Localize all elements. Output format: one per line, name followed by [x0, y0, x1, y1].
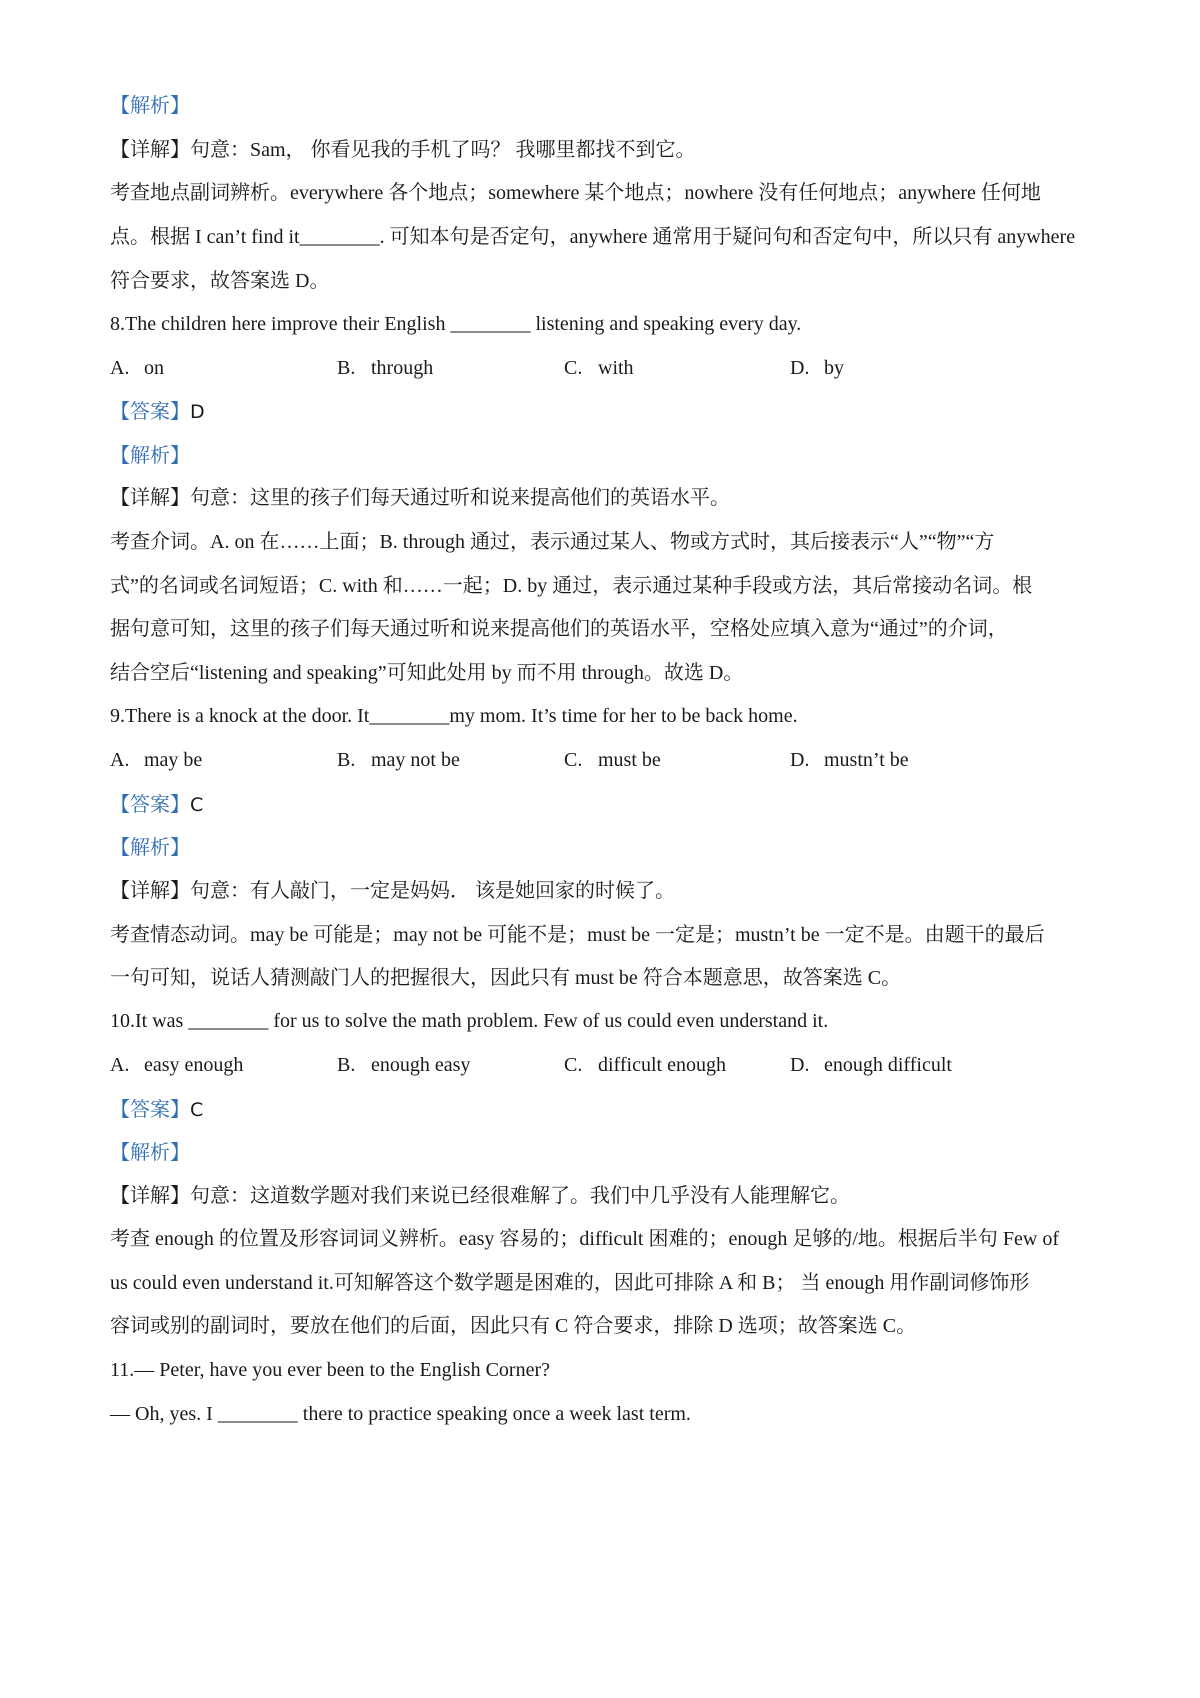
option-text: mustn’t be: [824, 749, 909, 771]
text-line: 式”的名词或名词短语；C. with 和……一起；D. by 通过，表示通过某种手段或方法，其后常接动名词。根: [110, 575, 1033, 597]
option-text: may not be: [371, 749, 460, 771]
text-line: 据句意可知，这里的孩子们每天通过听和说来提高他们的英语水平，空格处应填入意为“通过”的介词，: [110, 618, 1008, 640]
detail-text: 句意：这道数学题对我们来说已经很难解了。我们中几乎没有人能理解它。: [190, 1185, 850, 1207]
answer-tag: 【答案】: [110, 1097, 190, 1121]
option-text: by: [824, 357, 844, 379]
text-line: 结合空后“listening and speaking”可知此处用 by 而不用 through。故选 D。: [110, 662, 744, 684]
option-letter: B.: [337, 357, 356, 379]
detail-line: [110, 1181, 1100, 1211]
option-letter: A.: [110, 1054, 130, 1076]
detail-line: [110, 876, 1100, 906]
option-b: [337, 353, 433, 383]
text-line: 11.— Peter, have you ever been to the English Corner?: [110, 1359, 550, 1381]
option-letter: C.: [564, 1054, 583, 1076]
option-letter: B.: [337, 749, 356, 771]
text-line: 符合要求，故答案选 D。: [110, 270, 330, 292]
answer-line: [110, 1094, 1100, 1124]
option-c: [564, 353, 634, 383]
detail-text: 句意：Sam， 你看见我的手机了吗？ 我哪里都找不到它。: [190, 139, 696, 161]
text-line: 10.It was ________ for us to solve the math problem. Few of us could even understand it.: [110, 1010, 829, 1032]
detail-tag: 【详解】: [110, 880, 190, 902]
option-letter: C.: [564, 357, 583, 379]
option-d: [790, 1050, 952, 1080]
option-letter: A.: [110, 357, 130, 379]
detail-text: 句意：有人敲门，一定是妈妈． 该是她回家的时候了。: [190, 880, 675, 902]
text-line: 考查情态动词。may be 可能是；may not be 可能不是；must be 一定是；mustn’t be 一定不是。由题干的最后: [110, 924, 1045, 946]
option-letter: B.: [337, 1054, 356, 1076]
option-a: [110, 745, 202, 775]
option-a: [110, 353, 164, 383]
analysis-heading: [110, 90, 1100, 120]
option-d: [790, 745, 909, 775]
options-row: [110, 1050, 1100, 1080]
option-text: difficult enough: [598, 1054, 726, 1076]
analysis-tag: 【解析】: [110, 835, 190, 859]
option-c: [564, 745, 661, 775]
option-c: [564, 1050, 726, 1080]
options-row: [110, 353, 1100, 383]
detail-line: [110, 135, 1100, 165]
text-line: 8.The children here improve their English ________ listening and speaking every day.: [110, 313, 802, 335]
analysis-tag: 【解析】: [110, 93, 190, 117]
option-b: [337, 1050, 470, 1080]
option-letter: D.: [790, 357, 810, 379]
text-line: 点。根据 I can’t find it________. 可知本句是否定句，anywhere 通常用于疑问句和否定句中，所以只有 anywhere: [110, 226, 1076, 248]
text-line: 容词或别的副词时，要放在他们的后面，因此只有 C 符合要求，排除 D 选项；故答案选 C。: [110, 1315, 917, 1337]
option-text: easy enough: [144, 1054, 244, 1076]
answer-text: C: [190, 794, 204, 816]
analysis-heading: [110, 832, 1100, 862]
option-text: may be: [144, 749, 203, 771]
analysis-tag: 【解析】: [110, 443, 190, 467]
option-b: [337, 745, 460, 775]
answer-line: [110, 396, 1100, 426]
option-letter: D.: [790, 1054, 810, 1076]
text-line: — Oh, yes. I ________ there to practice speaking once a week last term.: [110, 1403, 691, 1425]
option-text: on: [144, 357, 164, 379]
option-text: enough difficult: [824, 1054, 952, 1076]
option-text: with: [598, 357, 634, 379]
options-row: [110, 745, 1100, 775]
answer-tag: 【答案】: [110, 399, 190, 423]
option-text: enough easy: [371, 1054, 471, 1076]
option-text: through: [371, 357, 434, 379]
option-letter: A.: [110, 749, 130, 771]
option-text: must be: [598, 749, 661, 771]
text-line: 考查介词。A. on 在……上面；B. through 通过，表示通过某人、物或方式时，其后接表示“人”“物”“方: [110, 531, 995, 553]
answer-line: [110, 789, 1100, 819]
analysis-tag: 【解析】: [110, 1140, 190, 1164]
answer-tag: 【答案】: [110, 792, 190, 816]
option-a: [110, 1050, 243, 1080]
text-line: 9.There is a knock at the door. It________my mom. It’s time for her to be back home.: [110, 705, 798, 727]
analysis-heading: [110, 440, 1100, 470]
option-letter: D.: [790, 749, 810, 771]
option-d: [790, 353, 844, 383]
detail-line: [110, 483, 1100, 513]
text-line: us could even understand it.可知解答这个数学题是困难的，因此可排除 A 和 B； 当 enough 用作副词修饰形: [110, 1272, 1030, 1294]
detail-text: 句意：这里的孩子们每天通过听和说来提高他们的英语水平。: [190, 487, 730, 509]
answer-text: C: [190, 1099, 204, 1121]
option-letter: C.: [564, 749, 583, 771]
text-line: 考查 enough 的位置及形容词词义辨析。easy 容易的；difficult 困难的；enough 足够的/地。根据后半句 Few of: [110, 1228, 1060, 1250]
text-line: 考查地点副词辨析。everywhere 各个地点；somewhere 某个地点；nowhere 没有任何地点；anywhere 任何地: [110, 182, 1041, 204]
detail-tag: 【详解】: [110, 487, 190, 509]
answer-text: D: [190, 401, 205, 423]
text-line: 一句可知，说话人猜测敲门人的把握很大，因此只有 must be 符合本题意思，故答案选 C。: [110, 967, 902, 989]
detail-tag: 【详解】: [110, 139, 190, 161]
analysis-heading: [110, 1137, 1100, 1167]
detail-tag: 【详解】: [110, 1185, 190, 1207]
